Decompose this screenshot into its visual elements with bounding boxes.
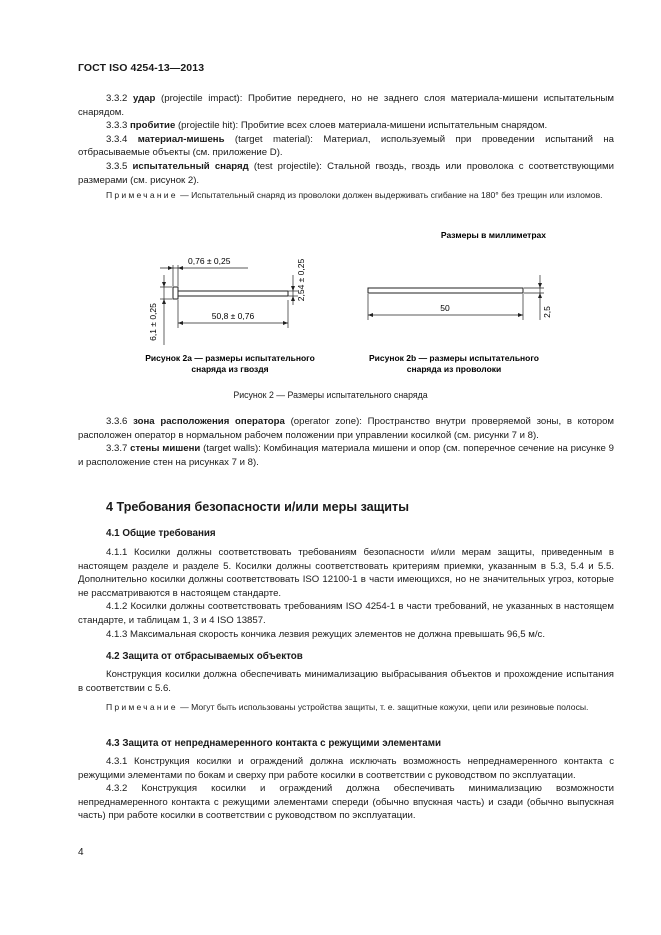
definition-3-3-7: 3.3.7 стены мишени (target walls): Комбинация материала мишени и опор (см. поперечное сечение на рисунке 9 и расположение стен на рисунках 7 и 8).	[78, 443, 614, 468]
definition-3-3-5: 3.3.5 испытательный снаряд (test projectile): Стальной гвоздь, гвоздь или проволока с соответствующими размерами (см. рисунок 2).	[78, 160, 614, 186]
section-4-1-body	[78, 546, 614, 641]
units-note: Размеры в миллиметрах	[440, 230, 546, 240]
nail-head	[173, 287, 178, 299]
section-4-3-body	[78, 755, 614, 823]
section-4-2-body	[78, 668, 614, 695]
dim-wire-length: 50	[440, 303, 450, 313]
subcaption-2a-line1: Рисунок 2а — размеры испытательного	[145, 353, 315, 363]
paragraph-4-1-1: 4.1.1 Косилки должны соответствовать требованиям безопасности и/или мерам защиты, приведенным в настоящем разделе и разделе 5. Косилки должны соответствовать критериям приемки, указанным в 5.3, 5.4 и 5.5. Дополнительно косилки должны соответствовать ISO 12100-1 в части имеющихся, но не значительных угроз, которые не рассматриваются в настоящем стандарте.	[78, 547, 614, 599]
section-4-1-heading: 4.1 Общие требования	[106, 528, 216, 539]
subcaption-2a-line2: снаряда из гвоздя	[191, 364, 269, 374]
definition-3-3-4: 3.3.4 материал-мишень (target material): Материал, используемый при проведении испытаний на отбрасываемые объекты (см. приложение D).	[78, 133, 614, 159]
definition-3-3-3: 3.3.3 пробитие (projectile hit): Пробитие всех слоев материала-мишени испытательным снарядом.	[106, 120, 548, 132]
running-header: ГОСТ ISO 4254-13—2013	[78, 62, 205, 74]
definition-3-3-2: 3.3.2 удар (projectile impact): Пробитие переднего, но не заднего слоя материала-мишени испытательным снарядом.	[78, 93, 614, 118]
definition-3-3-6: 3.3.6 зона расположения оператора (operator zone): Пространство внутри проверяемой зоны, в котором расположен оператор в нормальном рабочем положении при управлении косилкой (см. рисунки 7 и 8).	[78, 416, 615, 441]
dim-nail-length: 50,8 ± 0,76	[211, 311, 255, 321]
note-wire-bending: Примечание — Испытательный снаряд из проволоки должен выдерживать сгибание на 180° без трещин или изломов.	[106, 190, 603, 200]
note-protection-devices: Примечание — Могут быть использованы устройства защиты, т. е. защитные кожухи, цепи или резиновые полосы.	[106, 702, 589, 712]
figure-2-caption: Рисунок 2 — Размеры испытательного снаряда	[233, 390, 428, 400]
figure-2	[78, 220, 614, 380]
paragraph-4-1-2: 4.1.2 Косилки должны соответствовать требованиям ISO 4254-1 в части требований, не указанных в настоящем стандарте, и таблицам 1, 3 и 4 ISO 13857.	[78, 601, 614, 626]
paragraph-4-1-3: 4.1.3 Максимальная скорость кончика лезвия режущих элементов не должна превышать 96,5 м/с.	[106, 628, 545, 640]
definitions-block-2	[78, 415, 614, 469]
dim-shank-diameter: 2,54 ± 0,25	[296, 258, 306, 302]
page-number: 4	[78, 847, 84, 858]
subcaption-2b-line2: снаряда из проволоки	[406, 364, 502, 374]
section-4-heading: 4 Требования безопасности и/или меры защиты	[106, 500, 409, 514]
definitions-block-1	[78, 92, 614, 187]
dim-wire-diameter: 2,5	[542, 306, 552, 318]
dim-head-diameter: 6,1 ± 0,25	[148, 303, 158, 341]
section-4-3-heading: 4.3 Защита от непреднамеренного контакта с режущими элементами	[106, 738, 442, 749]
figure-2-drawing	[78, 220, 614, 380]
subcaption-2b-line1: Рисунок 2b — размеры испытательного	[369, 353, 539, 363]
paragraph-4-2: Конструкция косилки должна обеспечивать минимализацию выбрасывания объектов и прохождение испытания в соответствии с 5.6.	[78, 669, 614, 694]
paragraph-4-3-2: 4.3.2 Конструкция косилки и ограждений должна обеспечивать минимализацию возможности непреднамеренного контакта с режущими элементами спереди (обычно впускная часть) и сзади (обычно выпускная часть) при работе косилки в соответствии с руководством по эксплуатации.	[78, 783, 614, 822]
dim-head-thickness: 0,76 ± 0,25	[188, 256, 231, 266]
section-4-2-heading: 4.2 Защита от отбрасываемых объектов	[106, 651, 303, 662]
wire-body	[368, 288, 523, 293]
paragraph-4-3-1: 4.3.1 Конструкция косилки и ограждений должна исключать возможность непреднамеренного контакта с режущими элементами по бокам и сверху при работе косилки в соответствии с руководством по эксплуатации.	[78, 756, 614, 781]
